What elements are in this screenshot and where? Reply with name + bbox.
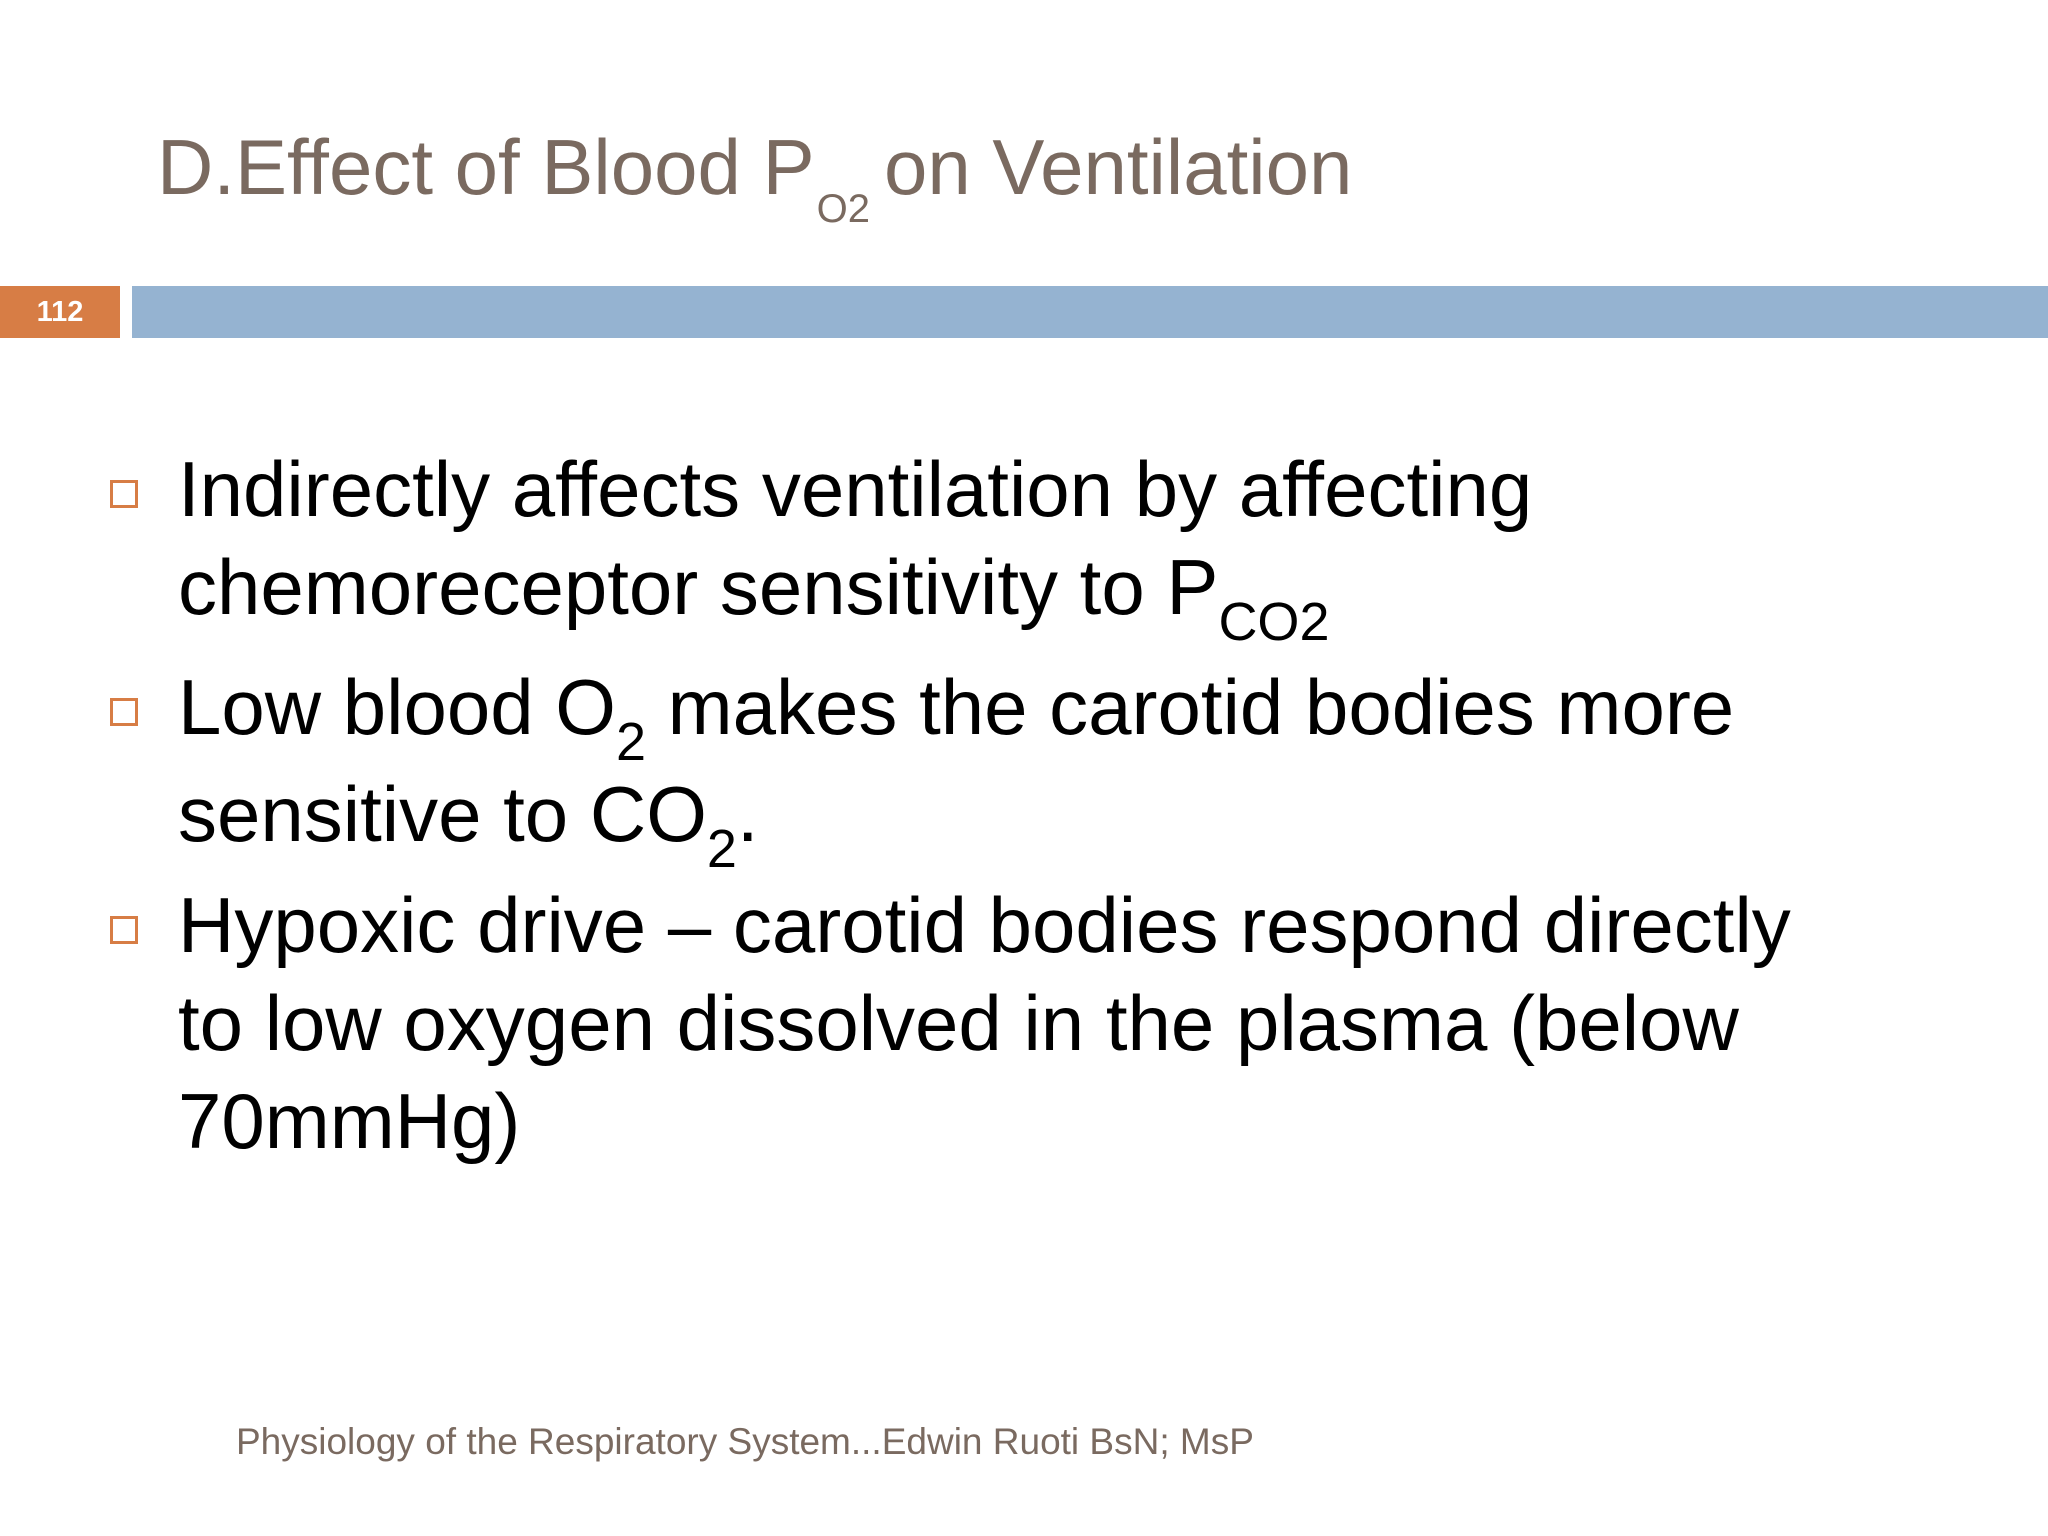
bullet-line: Indirectly affects ventilation by affecting: [178, 445, 1533, 533]
bullet-line: 70mmHg): [178, 1077, 521, 1165]
bullet-line-prefix: chemoreceptor sensitivity to P: [178, 543, 1219, 631]
bullet-line: [178, 538, 2008, 652]
slide-title: [157, 112, 1352, 236]
bullet-line-prefix: Low blood O: [178, 663, 616, 751]
square-bullet-icon: [110, 480, 138, 508]
square-bullet-icon: [110, 916, 138, 944]
bullet-subscript: 2: [706, 819, 737, 879]
bullet-line-suffix: .: [736, 770, 759, 858]
bullet-line-prefix: sensitive to CO: [178, 770, 707, 858]
bullet-subscript: CO2: [1218, 592, 1330, 652]
bullet-line: [178, 658, 2008, 772]
title-subscript: O2: [816, 187, 870, 231]
title-divider-bar: [132, 286, 2048, 338]
bullet-line: [178, 765, 2008, 879]
bullet-line-suffix: makes the carotid bodies more: [646, 663, 1735, 751]
bullet-subscript: 2: [615, 712, 646, 772]
bullet-line: to low oxygen dissolved in the plasma (below: [178, 979, 1739, 1067]
bullet-text: [178, 876, 2008, 1170]
slide-number: 112: [0, 286, 120, 338]
square-bullet-icon: [110, 698, 138, 726]
bullet-line: Hypoxic drive – carotid bodies respond directly: [178, 881, 1791, 969]
bullet-text: [178, 658, 2008, 879]
title-suffix: on Ventilation: [883, 123, 1353, 211]
slide-footer: Physiology of the Respiratory System...Edwin Ruoti BsN; MsP: [236, 1421, 1254, 1462]
title-prefix: D.Effect of Blood P: [157, 123, 815, 211]
bullet-text: [178, 440, 2008, 652]
